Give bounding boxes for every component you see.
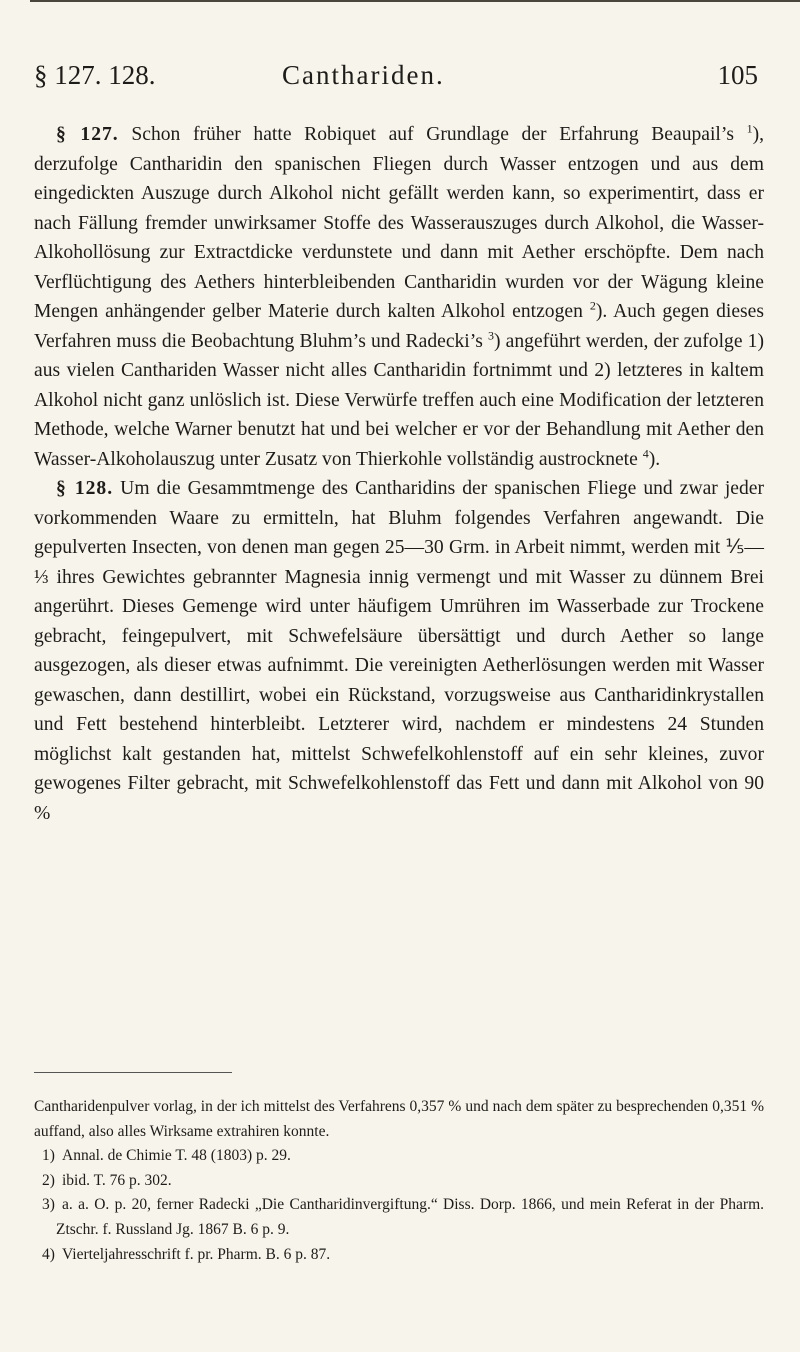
footnote-number: 1) — [42, 1147, 55, 1165]
footnote-ref: 2 — [589, 298, 596, 313]
footnote-number: 4) — [42, 1245, 55, 1263]
footnote-number: 3) — [42, 1196, 55, 1214]
top-rule — [30, 0, 800, 2]
text-run: ) angeführt werden, der zufolge 1) aus vielen Canthariden Wasser nicht alles Cantharidin fortnimmt und 2) letzteres in kaltem Alkohol nicht ganz unlöslich ist. Diese Verwürfe treffen auch eine Modification der letzteren Methode, welche Warner benutzt hat und bei welcher er vor der Behandlung mit Aether den Wasser-Alkoholauszug unter Zusatz von Thierkohle vollständig austrocknete — [34, 330, 764, 470]
footnote-item — [34, 1144, 764, 1169]
text-run: Um die Gesammtmenge des Cantharidins der spanischen Fliege und zwar jeder vorkommenden Waare zu ermitteln, hat Bluhm folgendes Verfahren angewandt. Die gepulverten Insecten, von denen man gegen 25—30 Grm. in Arbeit nimmt, werden mit ⅕—⅓ ihres Gewichtes gebrannter Magnesia innig vermengt und mit Wasser zu dünnem Brei angerührt. Dieses Gemenge wird unter häufigem Umrühren im Wasserbade zur Trockene gebracht, feingepulvert, mit Schwefelsäure übersättigt und durch Aether so lange ausgezogen, als dieser etwas aufnimmt. Die vereinigten Aetherlösungen werden mit Wasser gewaschen, dann destillirt, wobei ein Rückstand, vorzugsweise aus Cantharidinkrystallen und Fett bestehend hinterbleibt. Letzterer wird, nachdem er mindestens 24 Stunden möglichst kalt gestanden hat, mittelst Schwefelkohlenstoff auf ein sehr kleines, zuvor gewogenes Filter gebracht, mit Schwefelkohlenstoff das Fett und dann mit Alkohol von 90 % — [34, 478, 765, 824]
footnote-text: Vierteljahresschrift f. pr. Pharm. B. 6 p. 87. — [62, 1245, 331, 1263]
footnote-ref: 3 — [487, 327, 494, 342]
footnote-text: ibid. T. 76 p. 302. — [62, 1171, 172, 1189]
body-text — [34, 120, 764, 828]
footnote-item — [34, 1243, 764, 1268]
footnote-ref: 4 — [642, 445, 649, 460]
footnote-text: Annal. de Chimie T. 48 (1803) p. 29. — [62, 1147, 291, 1165]
footnote-rule — [34, 1072, 232, 1073]
page-number: 105 — [717, 60, 758, 90]
text-run: Schon früher hatte Robiquet auf Grundlage der Erfahrung Beaupail’s — [131, 124, 747, 145]
paragraph — [34, 120, 764, 474]
section-number: § 127. — [56, 124, 119, 145]
footnote-number: 2) — [42, 1171, 55, 1189]
text-run: ). Auch gegen dieses Verfahren muss die Beobachtung Bluhm’s und Radecki’s — [34, 301, 764, 352]
footnote-item — [34, 1169, 764, 1194]
text-run: ), derzufolge Cantharidin den spanischen Fliegen durch Wasser entzogen und aus dem eingedickten Auszuge durch Alkohol nicht gefällt werden kann, so experimentirt, dass er nach Fällung fremder unwirksamer Stoffe des Wasserauszuges durch Alkohol, die Wasser-Alkohollösung zur Extractdicke verdunstete und dann mit Aether erschöpfte. Dem nach Verflüchtigung des Aethers hinterbleibenden Cantharidin wurden vor der Wägung kleine Mengen anhängender gelber Materie durch kalten Alkohol entzogen — [34, 124, 765, 322]
footnote-text: a. a. O. p. 20, ferner Radecki „Die Cantharidinvergiftung.“ Diss. Dorp. 1866, und mein Referat in der Pharm. Ztschr. f. Russland Jg. 1867 B. 6 p. 9. — [56, 1196, 764, 1238]
footnote-ref: 1 — [746, 121, 753, 136]
footnote-continuation: Cantharidenpulver vorlag, in der ich mittelst des Verfahrens 0,357 % und nach dem später zu besprechenden 0,351 % auffand, also alles Wirksame extrahiren konnte. — [34, 1098, 764, 1140]
footnote-item — [34, 1193, 764, 1242]
header-sections: § 127. 128. — [34, 60, 156, 90]
footnotes — [34, 1095, 764, 1267]
running-header — [34, 60, 758, 100]
section-number: § 128. — [56, 478, 114, 499]
paragraph — [34, 474, 764, 828]
text-run: ). — [648, 448, 661, 470]
footnote-list — [34, 1144, 764, 1267]
header-title: Canthariden. — [282, 60, 445, 90]
